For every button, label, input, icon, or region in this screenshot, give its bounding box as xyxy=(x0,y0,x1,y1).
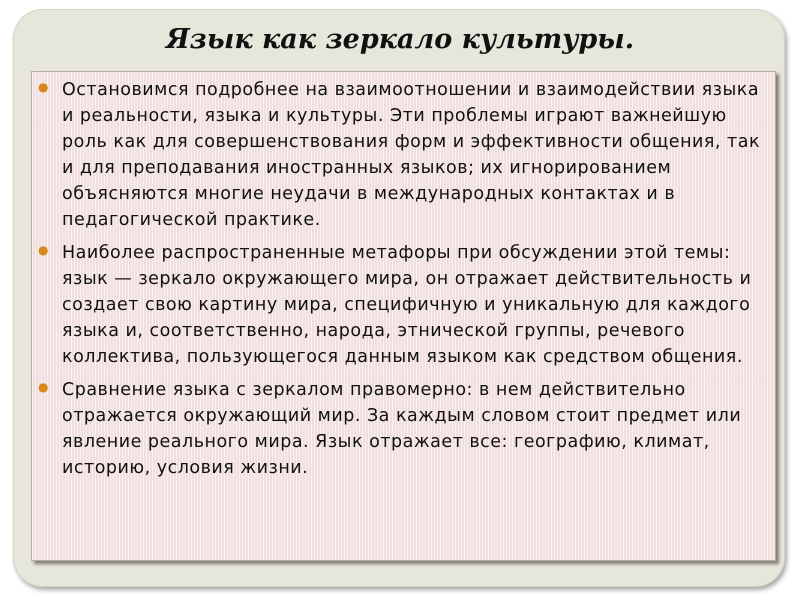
bullet-list xyxy=(34,77,766,488)
bullet-text-3: Сравнение языка с зеркалом правомерно: в нем действительно отражается окружающий мир. За каждым словом стоит предмет или явление реального мира. Язык отражает все: географию, климат, историю, условия жизни. xyxy=(62,380,742,478)
bullet-item-1 xyxy=(34,77,766,233)
bullet-text-2: Наиболее распространенные метафоры при обсуждении этой темы: язык — зеркало окружающего мира, он отражает действительность и создает свою картину мира, специфичную и уникальную для каждого языка и, соответственно, народа, этнической группы, речевого коллектива, пользующегося данным языком как средством общения. xyxy=(62,243,752,367)
slide-title: Язык как зеркало культуры. xyxy=(165,24,635,55)
bullet-dot-icon: ● xyxy=(38,243,49,257)
bullet-dot-icon: ● xyxy=(38,80,49,94)
bullet-item-3 xyxy=(34,377,766,481)
bullet-item-2 xyxy=(34,240,766,370)
bullet-dot-icon: ● xyxy=(38,380,49,394)
bullet-text-1: Остановимся подробнее на взаимоотношении и взаимодействии языка и реальности, языка и культуры. Эти проблемы играют важнейшую роль как для совершенствования форм и эффективности общения, так и для преподавания иностранных языков; их игнорированием объясняются многие неудачи в международных контактах и в педагогической практике. xyxy=(62,80,761,230)
